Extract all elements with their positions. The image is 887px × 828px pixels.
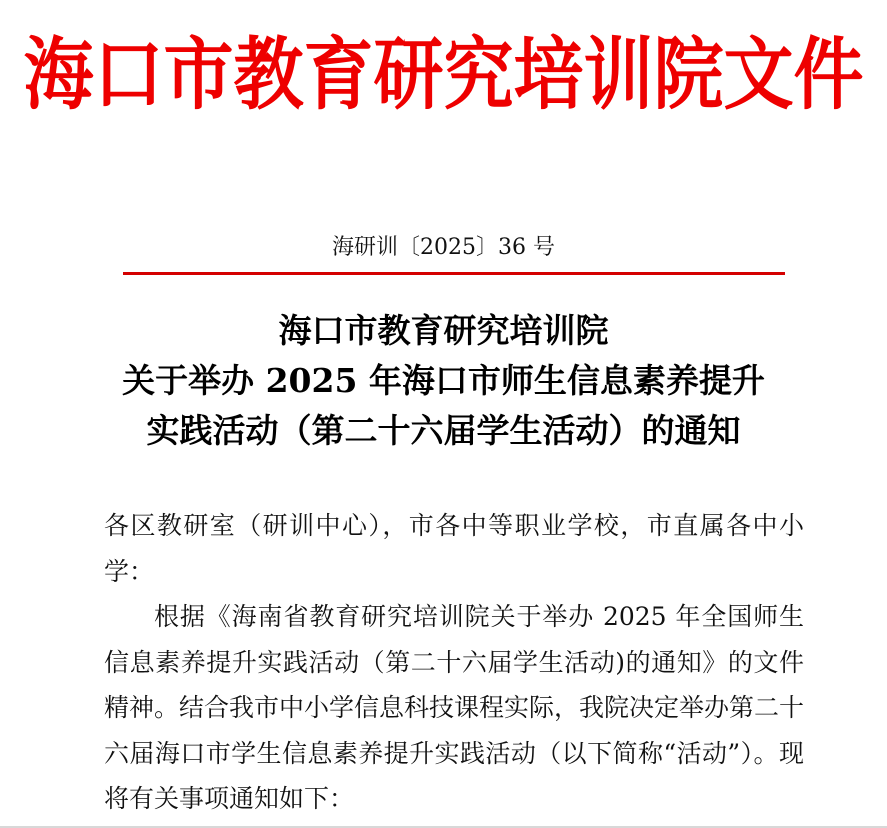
addressee-line: 各区教研室（研训中心），市各中等职业学校，市直属各中小学：	[104, 511, 804, 586]
red-separator-line	[123, 272, 785, 275]
notice-title-line-1: 海口市教育研究培训院	[278, 311, 609, 350]
notice-title-line-2: 关于举办 2025 年海口市师生信息素养提升	[122, 361, 765, 400]
body-paragraph-1: 根据《海南省教育研究培训院关于举办 2025 年全国师生信息素养提升实践活动（第二十六届学生活动)的通知》的文件精神。结合我市中小学信息科技课程实际，我院决定举办第二十六届海口市学生信息素养提升实践活动（以下简称“活动”）。现将有关事项通知如下：	[104, 602, 805, 813]
notice-title	[0, 306, 887, 456]
issuer-header-title: 海口市教育研究培训院文件	[23, 28, 864, 121]
notice-body	[104, 503, 804, 822]
document-number: 海研训〔2025〕36 号	[332, 235, 555, 260]
notice-title-line-3: 实践活动（第二十六届学生活动）的通知	[146, 411, 741, 450]
